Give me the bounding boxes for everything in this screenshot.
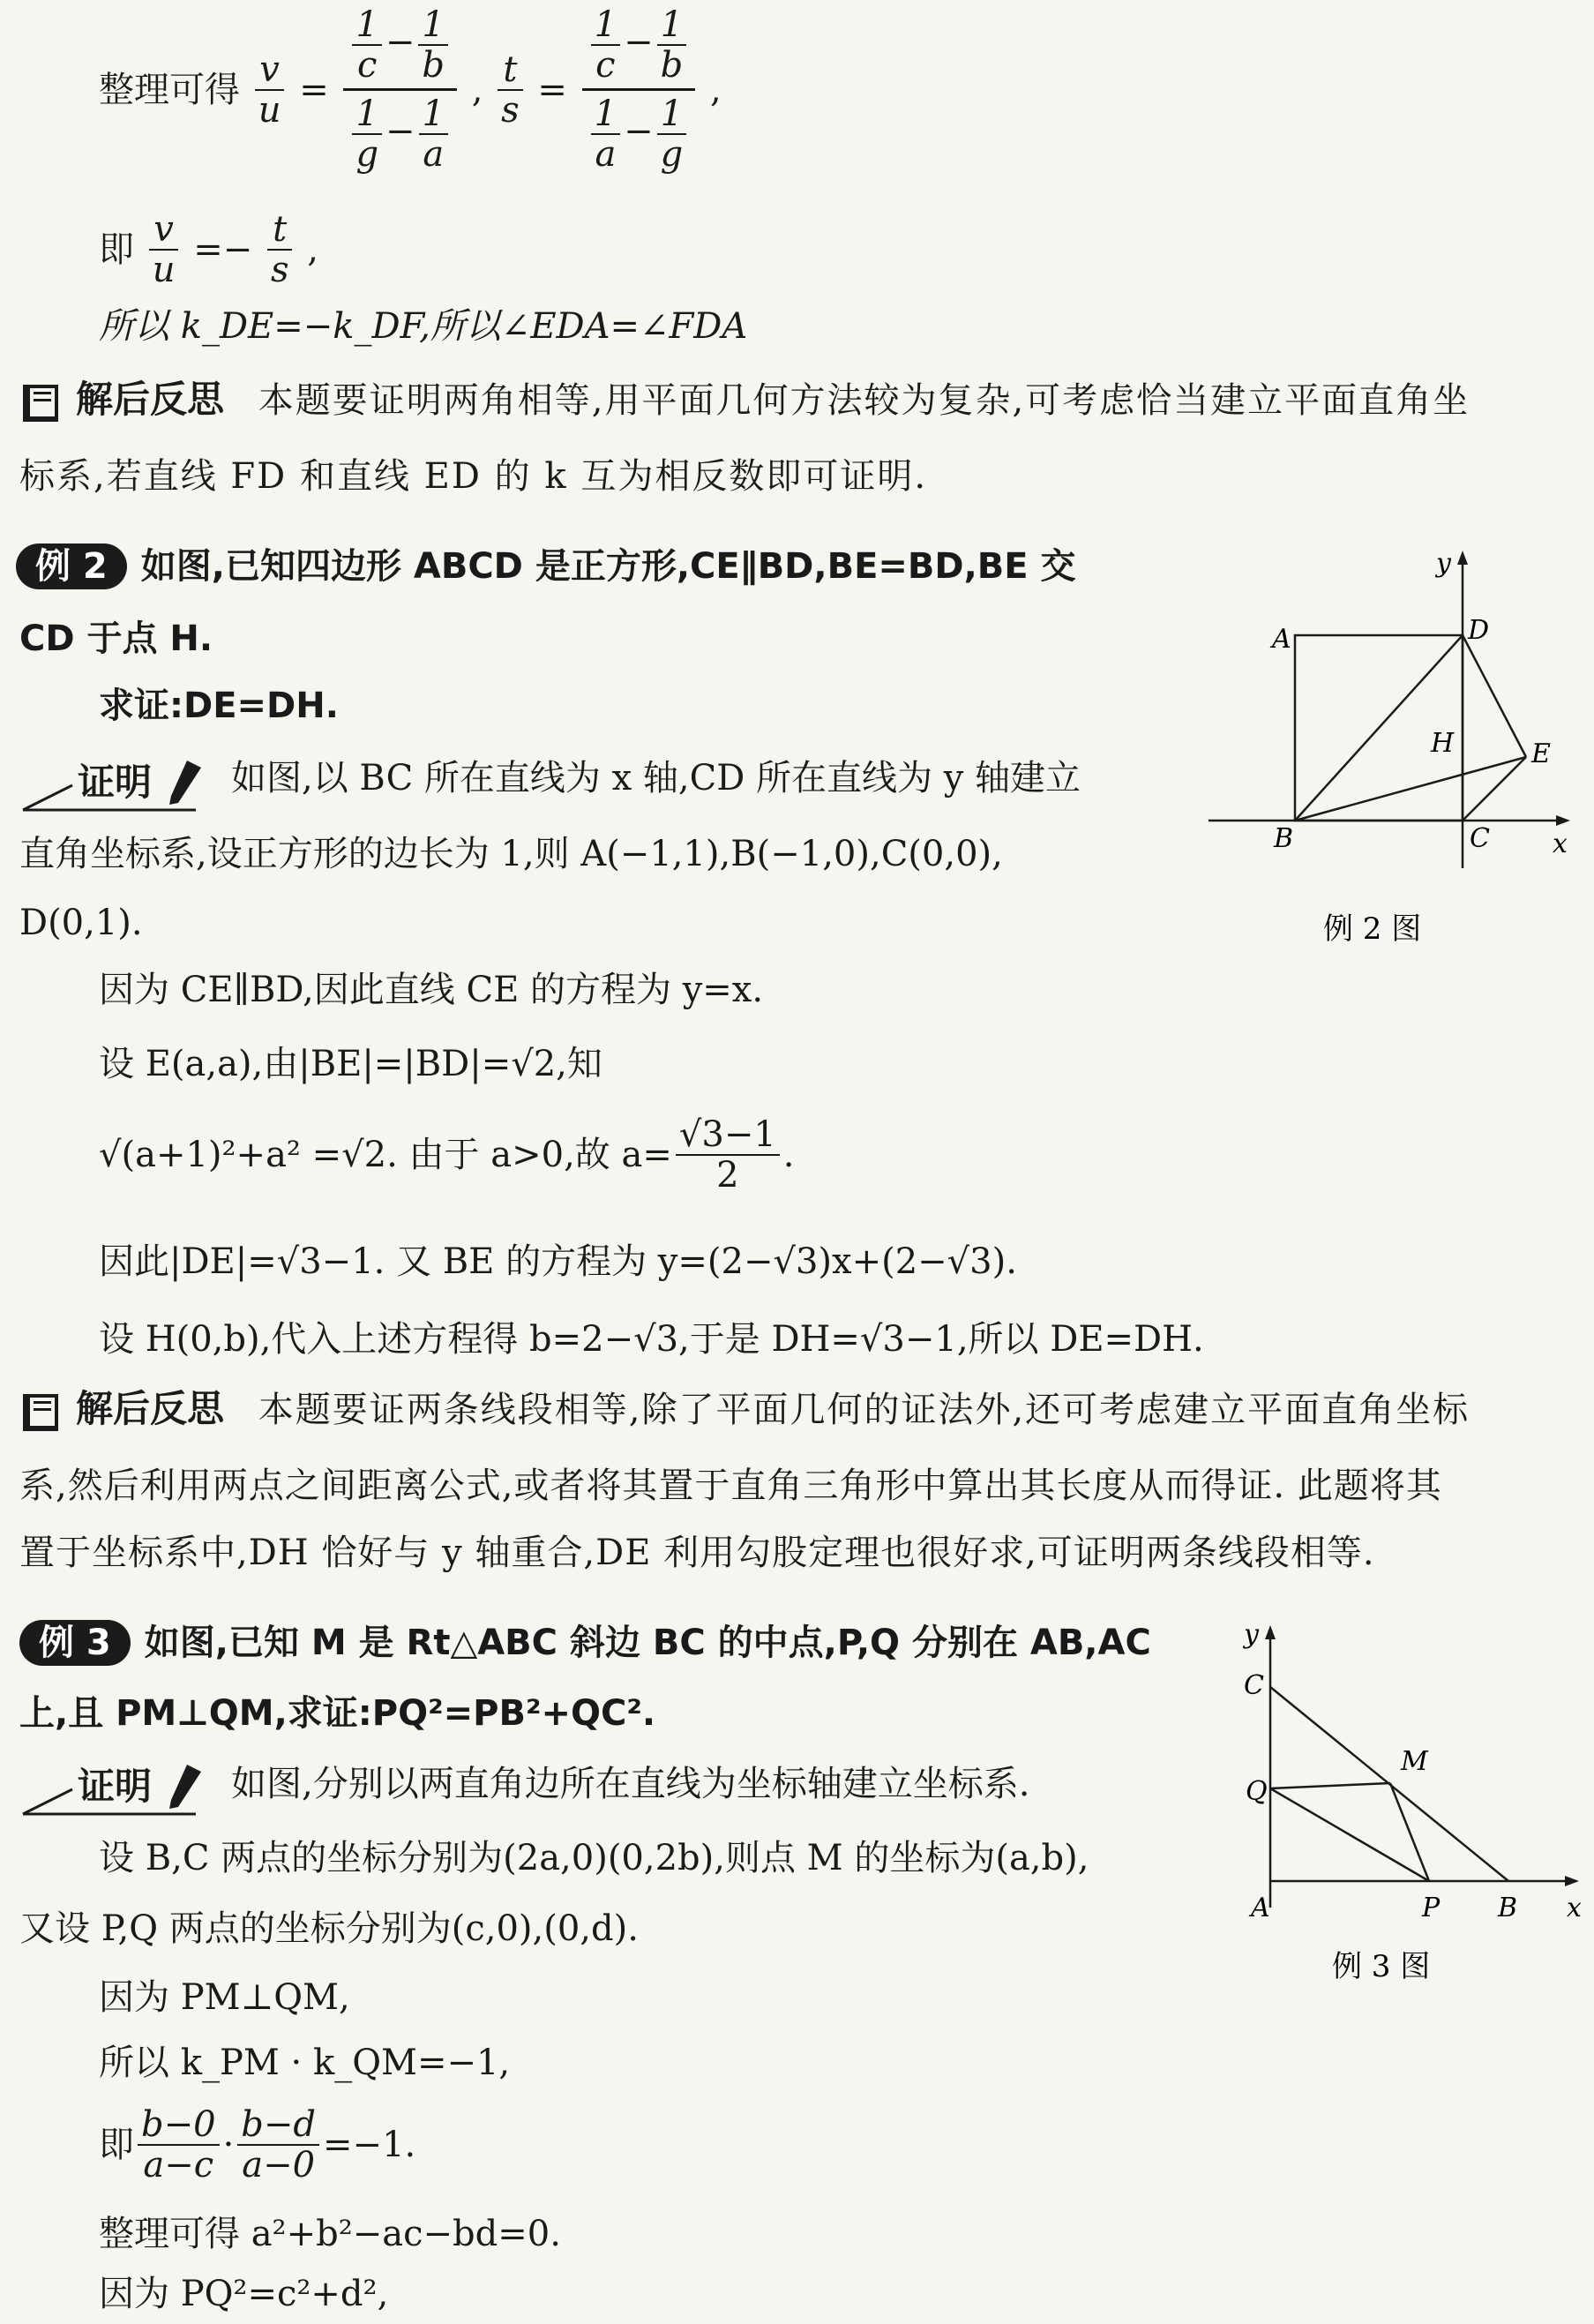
label-a: A [1251, 1893, 1270, 1923]
reflection-1-heading: 解后反思 [76, 378, 225, 421]
segment-qm [1270, 1783, 1390, 1788]
reflection-2-line-2: 系,然后利用两点之间距离公式,或者将其置于直角三角形中算出其长度从而得证. 此题将其 [19, 1466, 1442, 1506]
example-3-tag: 例 3 [19, 1620, 131, 1666]
compound-fraction-2: $\frac{1}{c}$ − $\frac{1}{b}$ $\frac{1}{a}$ − $\frac{1}{g}$ [582, 5, 696, 174]
example-2-proof-text-8: 设 H(0,b),代入上述方程得 b=2−√3,于是 DH=√3−1,所以 DE=DH. [99, 1319, 1204, 1360]
proof-heading-2: 证明 [78, 761, 153, 804]
example-3-statement-line-1 [19, 1620, 1151, 1666]
label-x: x [1567, 1893, 1582, 1923]
example-2-proof-text-7: 因此|DE|=√3−1. 又 BE 的方程为 y=(2−√3)x+(2−√3). [99, 1241, 1017, 1282]
example-2-figure [1200, 540, 1588, 955]
x-axis-arrow [1556, 815, 1570, 826]
reflection-2-text: 本题要证两条线段相等,除了平面几何的证法外,还可考虑建立平面直角坐标 [258, 1390, 1471, 1430]
fraction-t-over-s: $\frac{t}{s}$ [498, 50, 523, 130]
example-2-proof-text-4: 因为 CE∥BD,因此直线 CE 的方程为 y=x. [99, 970, 764, 1010]
reflection-1-line-2: 标系,若直线 FD 和直线 ED 的 k 互为相反数即可证明. [19, 456, 928, 497]
example-3-statement-line-2: 上,且 PM⊥QM,求证:PQ²=PB²+QC². [19, 1693, 656, 1734]
label-p: P [1422, 1893, 1441, 1923]
proof-heading-3: 证明 [78, 1765, 153, 1808]
label-c: C [1470, 823, 1490, 854]
label-q: Q [1246, 1776, 1268, 1807]
label-a: A [1272, 624, 1291, 655]
example-3-proof-text-7: 整理可得 a²+b²−ac−bd=0. [99, 2214, 561, 2254]
example-3-figure [1226, 1616, 1588, 1987]
example-3-proof-text-1: 如图,分别以两直角边所在直线为坐标轴建立坐标系. [231, 1764, 1030, 1804]
reflection-2-line-1 [19, 1387, 1470, 1435]
example-2-proof-text-3: D(0,1). [19, 903, 143, 943]
reflection-2-heading: 解后反思 [76, 1387, 225, 1430]
y-axis-arrow [1265, 1625, 1276, 1639]
label-m: M [1401, 1746, 1428, 1777]
label-c: C [1244, 1670, 1264, 1701]
example-2-proof-text-6: √(a+1)²+a² =√2. 由于 a>0,故 a= $\frac{√3-1}{2}$ . [99, 1114, 795, 1196]
example-2-proof-text-2: 直角坐标系,设正方形的边长为 1,则 A(−1,1),B(−1,0),C(0,0), [19, 834, 1003, 874]
example-3-proof-text-5: 所以 k_PM · k_QM=−1, [99, 2043, 511, 2083]
x-axis-arrow [1565, 1876, 1579, 1886]
fraction-v-over-u: $\frac{v}{u}$ [255, 50, 285, 130]
example-3-proof-text-3: 又设 P,Q 两点的坐标分别为(c,0),(0,d). [19, 1908, 639, 1949]
segment-pm [1390, 1783, 1429, 1881]
figure-2-caption: 例 2 图 [1323, 911, 1422, 947]
example-3-text: 如图,已知 M 是 Rt△ABC 斜边 BC 的中点,P,Q 分别在 AB,AC [144, 1623, 1151, 1663]
example-2-to-prove: 求证:DE=DH. [99, 686, 339, 726]
reflection-1-text: 本题要证明两角相等,用平面几何方法较为复杂,可考虑恰当建立平面直角坐 [258, 380, 1471, 421]
label-b: B [1498, 1893, 1518, 1923]
reflection-1-line-1 [19, 378, 1470, 425]
example-3-proof-text-4: 因为 PM⊥QM, [99, 1977, 350, 2018]
segment-be [1295, 757, 1526, 821]
figure-3-caption: 例 3 图 [1332, 1949, 1431, 1984]
equation-line-3: 所以 k_DE=−k_DF,所以∠EDA=∠FDA [99, 306, 748, 347]
label-d: D [1468, 615, 1490, 646]
segment-de [1463, 635, 1526, 757]
example-2-text: 如图,已知四边形 ABCD 是正方形,CE∥BD,BE=BD,BE 交 [140, 546, 1076, 587]
example-2-tag: 例 2 [16, 544, 127, 589]
example-2-statement-line-1 [16, 544, 1076, 589]
example-2-proof-text-5: 设 E(a,a),由|BE|=|BD|=√2,知 [99, 1044, 602, 1084]
label-b: B [1274, 823, 1294, 854]
equation-line-1: 整理可得 $\frac{v}{u}$ = $\frac{1}{c}$ − $\frac{1}{b}$ $\frac{1}{g}$ − $\frac{1}{a}$ , $\frac{t}{s}$ = $\frac{1}{c}$ − $\frac{1}{b}$ $\frac{1}{a}$ − $\frac{1}{g}$ , [99, 4, 722, 175]
line1-prefix: 整理可得 [99, 69, 240, 110]
book-icon [19, 1391, 64, 1435]
example-3-proof-text-8: 因为 PQ²=c²+d², [99, 2274, 389, 2314]
reflection-2-line-3: 置于坐标系中,DH 恰好与 y 轴重合,DE 利用勾股定理也很好求,可证明两条线段相等. [19, 1533, 1375, 1573]
y-axis-arrow [1457, 551, 1468, 565]
book-icon [19, 381, 64, 425]
label-e: E [1531, 738, 1551, 769]
example-3-proof-text-6: 即 $\frac{b-0}{a-c}$ · $\frac{b-d}{a-0}$ =−1. [99, 2104, 416, 2185]
label-x: x [1553, 828, 1568, 859]
example-3-proof-text-2: 设 B,C 两点的坐标分别为(2a,0)(0,2b),则点 M 的坐标为(a,b), [99, 1838, 1089, 1878]
label-h: H [1431, 728, 1455, 759]
example-2-statement-line-2: CD 于点 H. [19, 618, 213, 659]
label-y: y [1244, 1619, 1259, 1650]
compound-fraction-1: $\frac{1}{c}$ − $\frac{1}{b}$ $\frac{1}{g}$ − $\frac{1}{a}$ [343, 5, 457, 174]
example-2-proof-text-1: 如图,以 BC 所在直线为 x 轴,CD 所在直线为 y 轴建立 [231, 758, 1081, 798]
label-y: y [1436, 548, 1451, 579]
segment-pq [1270, 1788, 1429, 1881]
equation-line-2: 即 $\frac{v}{u}$ =− $\frac{t}{s}$ , [99, 209, 318, 290]
